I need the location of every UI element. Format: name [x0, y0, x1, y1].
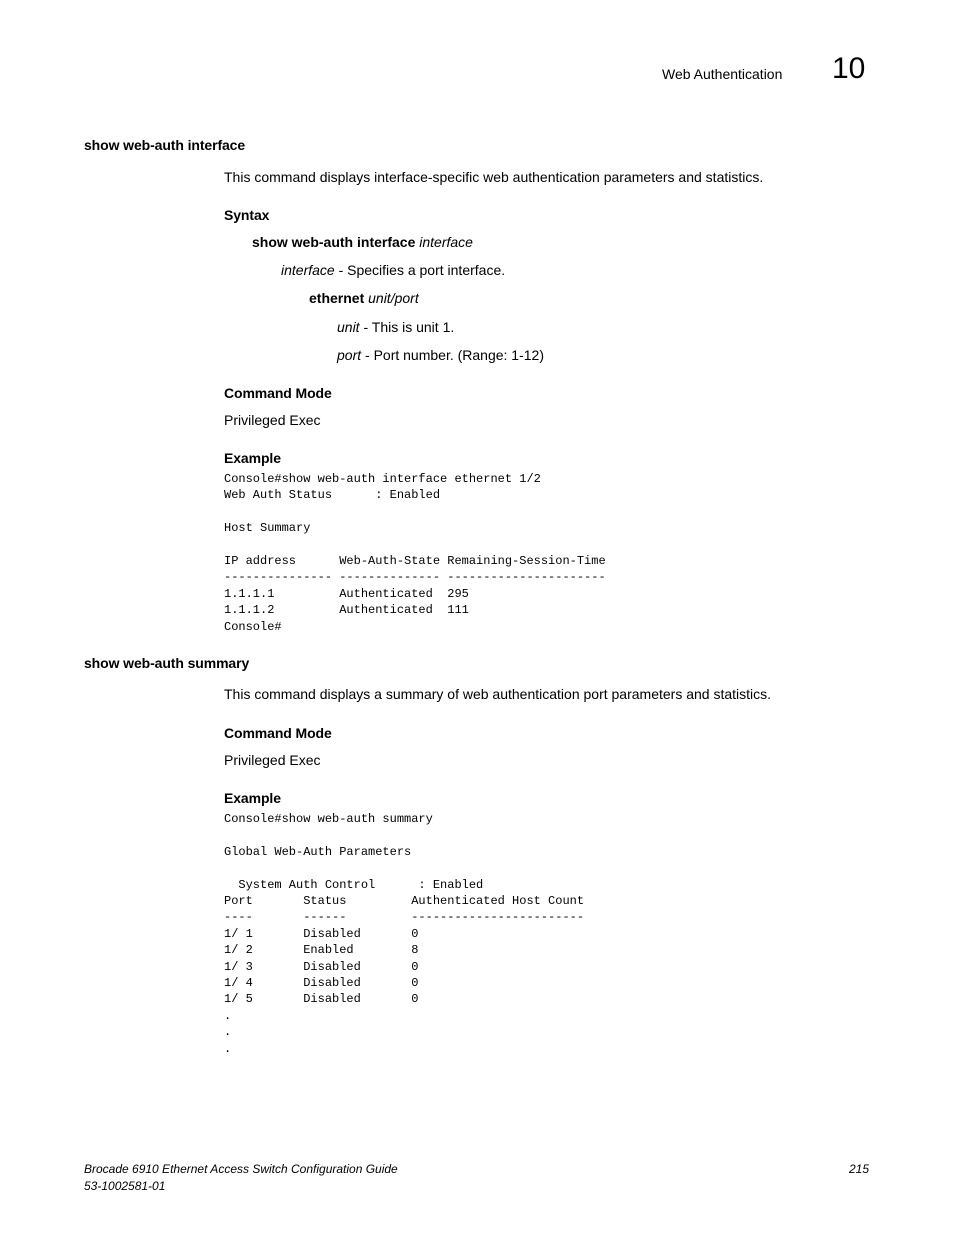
code-line: 1/ 4 Disabled 0 — [224, 976, 419, 991]
command-mode-value: Privileged Exec — [224, 412, 321, 428]
param-unit-name: unit — [337, 319, 360, 335]
code-line: Host Summary — [224, 521, 311, 536]
footer-doc-number: 53-1002581-01 — [84, 1179, 166, 1193]
example-code-block — [224, 471, 606, 635]
param-interface-desc: - Specifies a port interface. — [334, 262, 506, 278]
section-title-interface: show web-auth interface — [84, 137, 246, 153]
code-line: ---- ------ ------------------------ — [224, 910, 585, 925]
ethernet-arg: unit/port — [368, 290, 419, 306]
code-line: 1.1.1.1 Authenticated 295 — [224, 586, 469, 601]
command-mode-heading: Command Mode — [224, 385, 332, 401]
code-line: --------------- -------------- ---------------------- — [224, 570, 606, 585]
code-line: 1/ 2 Enabled 8 — [224, 943, 419, 958]
code-line: Port Status Authenticated Host Count — [224, 894, 585, 909]
syntax-param: interface — [419, 234, 473, 250]
chapter-number: 10 — [832, 52, 866, 85]
param-unit-desc: - This is unit 1. — [359, 319, 455, 335]
footer-page-number: 215 — [849, 1162, 870, 1176]
example-code-block — [224, 811, 584, 1057]
code-line: Global Web-Auth Parameters — [224, 844, 412, 859]
code-line: Console# — [224, 619, 282, 634]
code-line: . — [224, 1008, 232, 1023]
param-ethernet — [309, 290, 419, 306]
section-title-summary: show web-auth summary — [84, 655, 250, 671]
code-line: 1/ 3 Disabled 0 — [224, 959, 419, 974]
code-line: 1/ 5 Disabled 0 — [224, 992, 419, 1007]
code-line: IP address Web-Auth-State Remaining-Session-Time — [224, 554, 606, 569]
footer-doc-title: Brocade 6910 Ethernet Access Switch Configuration Guide — [84, 1162, 398, 1176]
code-line: 1/ 1 Disabled 0 — [224, 926, 419, 941]
section-description-summary: This command displays a summary of web authentication port parameters and statistics. — [224, 686, 772, 702]
ethernet-keyword: ethernet — [309, 290, 365, 306]
param-interface-name: interface — [281, 262, 335, 278]
section-description-interface: This command displays interface-specific web authentication parameters and statistics. — [224, 169, 764, 185]
code-line: Web Auth Status : Enabled — [224, 488, 441, 503]
command-mode-heading: Command Mode — [224, 725, 332, 741]
code-line: System Auth Control : Enabled — [224, 877, 484, 892]
running-header-title: Web Authentication — [662, 66, 783, 82]
param-interface — [281, 262, 505, 278]
code-line: Console#show web-auth summary — [224, 812, 433, 826]
syntax-line — [252, 234, 473, 250]
command-mode-value: Privileged Exec — [224, 752, 321, 768]
code-line: . — [224, 1041, 232, 1056]
param-port-name: port — [337, 347, 362, 363]
syntax-heading: Syntax — [224, 207, 270, 223]
param-port — [337, 347, 544, 363]
code-line: . — [224, 1025, 232, 1040]
param-unit — [337, 319, 454, 335]
syntax-command: show web-auth interface — [252, 234, 416, 250]
param-port-desc: - Port number. (Range: 1-12) — [361, 347, 544, 363]
example-heading: Example — [224, 790, 281, 806]
code-line: Console#show web-auth interface ethernet 1/2 — [224, 472, 541, 486]
code-line: 1.1.1.2 Authenticated 111 — [224, 603, 469, 618]
example-heading: Example — [224, 450, 281, 466]
